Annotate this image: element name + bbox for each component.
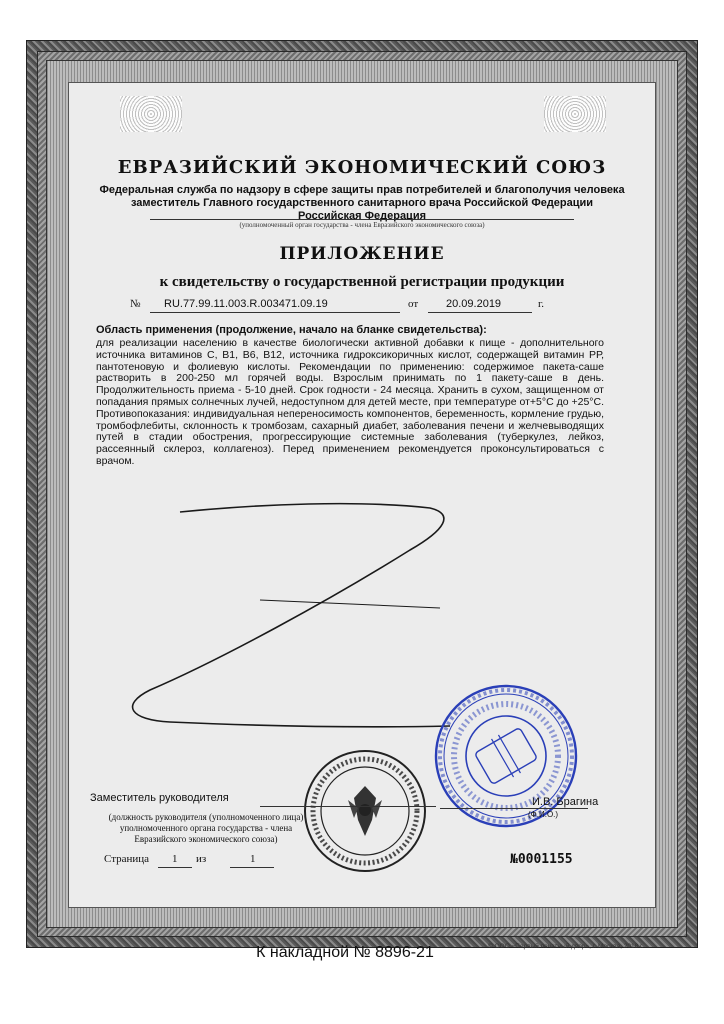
agency-line: заместитель Главного государственного санитарного врача Российской Федерации (130, 197, 594, 209)
from-label: от (408, 298, 419, 310)
signatory-name: И.В. Брагина (532, 796, 599, 808)
position-note: (должность руководителя (уполномоченного лица) уполномоченного органа государства - члена Евразийского экономического союза) (108, 812, 304, 844)
page-label: Страница (104, 853, 150, 865)
official-seal-stamp (302, 748, 428, 874)
cancellation-stroke (110, 500, 460, 730)
page-title: ПРИЛОЖЕНИЕ (279, 244, 445, 264)
date-underline (428, 312, 532, 313)
certificate-date: 20.09.2019 (446, 298, 502, 310)
page-total: 1 (250, 853, 256, 865)
union-title: ЕВРАЗИЙСКИЙ ЭКОНОМИЧЕСКИЙ СОЮЗ (117, 157, 607, 178)
invoice-note: К накладной № 8896-21 (256, 944, 434, 961)
guilloche-pattern-right (544, 96, 606, 132)
scope-text: для реализации населению в качестве биологически активной добавки к пище - дополнительного источника витаминов С, В1, В6, В12, источника гидроксикоричных кислот, содержащей витамин РР, пантотеновую и фолиевую кислоты. Рекомендации по применению: содержимое пакета-саше растворить в 200-250 мл горячей воды. Взрослым принимать по 1 пакету-саше в день. Продолжительность приема - 5-10 дней. Срок годности - 24 месяца. Хранить в сухом, защищенном от попадания прямых солнечных лучей, недоступном для детей месте, при температуре от+5°С до +25°С. Противопоказания: индивидуальная непереносимость компонентов, беременность, кормление грудью, тромбофлебиты, склонность к тромбозам, сахарный диабет, заболевания печени и желчевыводящих путей в стадии обострения, прогрессирующие системные заболевания (туберкулез, лейкоз, рассеянный склероз, коллагеноз). Перед применением рекомендуется проконсультироваться с врачом. (96, 337, 604, 467)
page-number-underline (158, 867, 192, 868)
year-label: г. (538, 298, 545, 310)
deputy-label: Заместитель руководителя (90, 792, 229, 804)
name-underline (440, 808, 588, 809)
guilloche-pattern-left (120, 96, 182, 132)
fio-label: (Ф.И.О.) (528, 810, 559, 819)
agency-note: (уполномоченный орган государства - члена Евразийского экономического союза) (239, 221, 485, 229)
number-label: № (130, 298, 141, 310)
number-underline (150, 312, 400, 313)
page-subtitle: к свидетельству о государственной регистрации продукции (159, 274, 565, 290)
scope-title: Область применения (продолжение, начало на бланке свидетельства): (96, 324, 487, 336)
agency-line: Российская Федерация (298, 210, 426, 222)
page-total-underline (230, 867, 274, 868)
page-number: 1 (172, 853, 178, 865)
agency-underline (150, 219, 574, 220)
certificate-number: RU.77.99.11.003.R.003471.09.19 (164, 298, 328, 310)
agency-line: Федеральная служба по надзору в сфере защиты прав потребителей и благополучия человека (99, 184, 625, 196)
printer-note: © ООО «Первый печатный двор», г. Москва, 2018 г. (488, 943, 644, 950)
agency-block (70, 184, 654, 223)
signature-line (260, 806, 436, 807)
of-label: из (196, 853, 207, 865)
serial-number: №0001155 (510, 852, 573, 867)
